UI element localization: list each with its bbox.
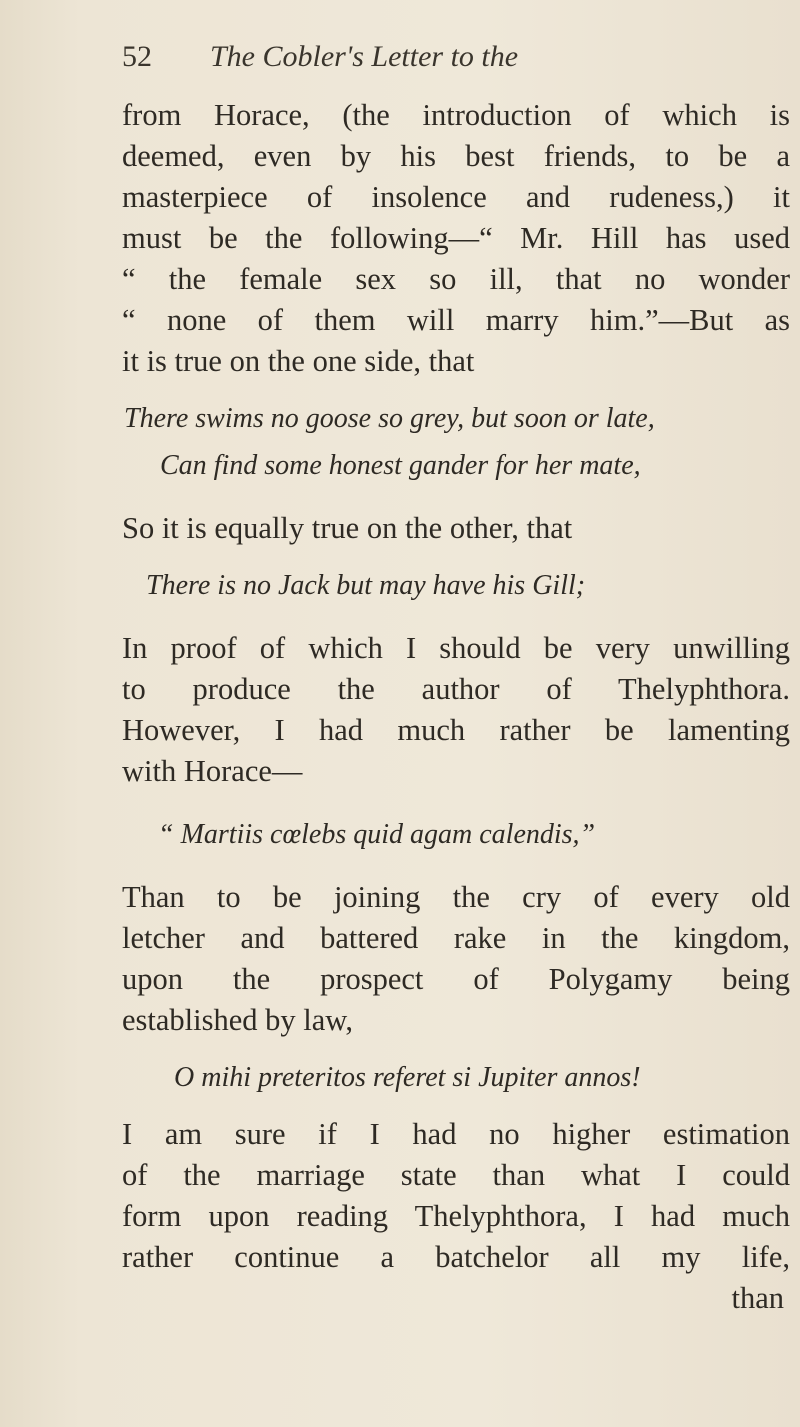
text-line: masterpiece of insolence and rudeness,) it	[122, 180, 790, 214]
text-line: So it is equally true on the other, that	[122, 511, 573, 545]
catchword: than	[731, 1281, 784, 1315]
text-line: “ none of them will marry him.”—But as	[122, 303, 790, 337]
text-line: I am sure if I had no higher estimation	[122, 1117, 790, 1151]
text-line: form upon reading Thelyphthora, I had much	[122, 1199, 790, 1233]
text-line: from Horace, (the introduction of which is	[122, 98, 790, 132]
text-line: rather continue a batchelor all my life,	[122, 1240, 790, 1274]
verse-line: Can find some honest gander for her mate,	[160, 450, 641, 481]
body-text	[122, 95, 790, 1319]
running-title: The Cobler's Letter to the	[210, 40, 519, 73]
text-line: of the marriage state than what I could	[122, 1158, 790, 1192]
text-line: deemed, even by his best friends, to be a	[122, 139, 790, 173]
text-line: letcher and battered rake in the kingdom,	[122, 921, 790, 955]
running-header	[122, 40, 518, 74]
text-line: “ the female sex so ill, that no wonder	[122, 262, 790, 296]
verse-line: O mihi preteritos referet si Jupiter annos!	[174, 1062, 641, 1093]
text-line: In proof of which I should be very unwilling	[122, 631, 790, 665]
verse-line: There swims no goose so grey, but soon or late,	[124, 403, 655, 434]
text-line: Than to be joining the cry of every old	[122, 880, 790, 914]
text-line: established by law,	[122, 1003, 353, 1037]
text-line: to produce the author of Thelyphthora.	[122, 672, 790, 706]
text-line: it is true on the one side, that	[122, 344, 475, 378]
verse-line: “ Martiis cœlebs quid agam calendis,”	[158, 819, 596, 850]
text-line: with Horace—	[122, 754, 303, 788]
page-number: 52	[122, 40, 152, 73]
verse-line: There is no Jack but may have his Gill;	[146, 570, 586, 601]
text-line: must be the following—“ Mr. Hill has used	[122, 221, 790, 255]
text-line: However, I had much rather be lamenting	[122, 713, 790, 747]
text-line: upon the prospect of Polygamy being	[122, 962, 790, 996]
